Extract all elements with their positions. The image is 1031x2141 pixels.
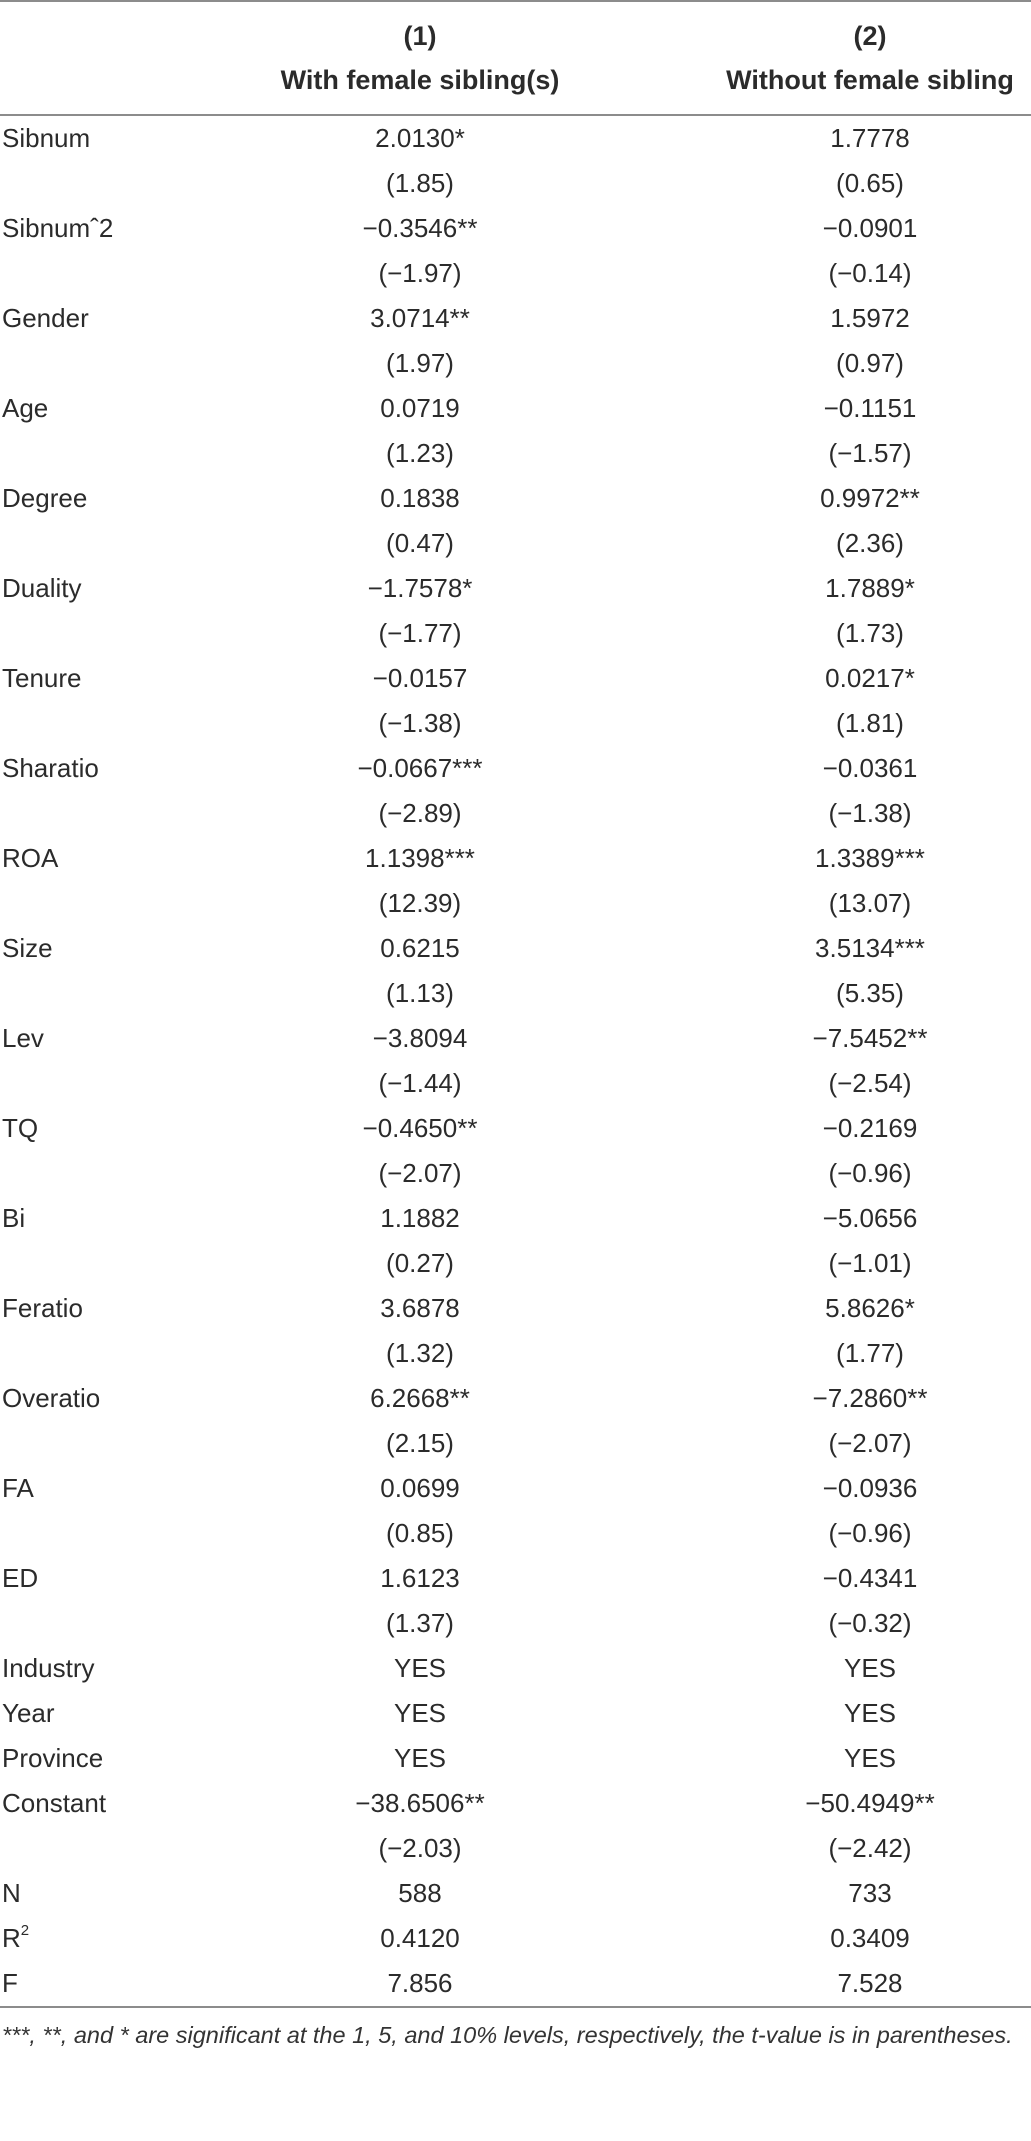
cell-col-1: (0.27) — [386, 1248, 454, 1278]
table-row — [0, 1961, 1031, 2006]
table-row — [0, 161, 1031, 206]
row-label-text: Bi — [2, 1203, 26, 1233]
table-row — [0, 386, 1031, 431]
cell-col-2: YES — [843, 1698, 897, 1728]
row-label-text: FA — [2, 1473, 34, 1503]
cell-col-1: −0.3546** — [362, 213, 478, 243]
cell-col-2: −0.2169 — [822, 1113, 918, 1143]
cell-col-1: 2.0130* — [375, 123, 465, 153]
cell-col-1: −38.6506** — [355, 1788, 485, 1818]
table-row — [0, 1151, 1031, 1196]
cell-col-2: (−1.01) — [828, 1248, 912, 1278]
row-label-text: Industry — [2, 1653, 95, 1683]
cell-col-1: (−2.07) — [378, 1158, 462, 1188]
table-row — [0, 926, 1031, 971]
cell-col-2: 0.3409 — [830, 1923, 910, 1953]
cell-col-1: (−1.77) — [378, 618, 462, 648]
row-label — [2, 1556, 38, 1601]
row-label-text: ROA — [2, 843, 59, 873]
table-row — [0, 1781, 1031, 1826]
cell-col-2: YES — [843, 1743, 897, 1773]
cell-col-2: (2.36) — [836, 528, 904, 558]
row-label-text: Province — [2, 1743, 104, 1773]
cell-col-2: (−0.14) — [828, 258, 912, 288]
table-header — [0, 2, 1031, 114]
cell-col-2: (1.77) — [836, 1338, 904, 1368]
table-row — [0, 251, 1031, 296]
table-row — [0, 701, 1031, 746]
table-row — [0, 1826, 1031, 1871]
table-row — [0, 1916, 1031, 1961]
cell-col-2: (1.81) — [836, 708, 904, 738]
cell-col-1: −3.8094 — [372, 1023, 468, 1053]
row-label — [2, 1871, 21, 1916]
cell-col-1: 0.0699 — [380, 1473, 460, 1503]
cell-col-2: 1.7778 — [830, 123, 910, 153]
cell-col-1: (1.85) — [386, 168, 454, 198]
row-label-text: Constant — [2, 1788, 107, 1818]
row-label — [2, 1736, 103, 1781]
cell-col-2: (13.07) — [828, 888, 912, 918]
cell-col-1: (−1.44) — [378, 1068, 462, 1098]
table-row — [0, 1646, 1031, 1691]
cell-col-1: (2.15) — [386, 1428, 454, 1458]
cell-col-2: (5.35) — [836, 978, 904, 1008]
cell-col-2: 1.7889* — [825, 573, 915, 603]
table-row — [0, 1511, 1031, 1556]
row-label — [2, 746, 99, 791]
cell-col-2: (−0.32) — [828, 1608, 912, 1638]
cell-col-2: 5.8626* — [825, 1293, 915, 1323]
row-label-text: Gender — [2, 303, 89, 333]
row-label — [2, 386, 48, 431]
table-row — [0, 431, 1031, 476]
cell-col-1: 6.2668** — [370, 1383, 470, 1413]
cell-col-2: −0.0901 — [822, 213, 918, 243]
table-row — [0, 1241, 1031, 1286]
row-label — [2, 116, 90, 161]
cell-col-1: 1.6123 — [380, 1563, 460, 1593]
row-label-text: Degree — [2, 483, 88, 513]
table-row — [0, 116, 1031, 161]
cell-col-2: (−2.42) — [828, 1833, 912, 1863]
cell-col-2: −7.5452** — [812, 1023, 928, 1053]
table-row — [0, 476, 1031, 521]
cell-col-2: YES — [843, 1653, 897, 1683]
row-label — [2, 1286, 83, 1331]
row-label-text: N — [2, 1878, 21, 1908]
cell-col-2: 1.5972 — [830, 303, 910, 333]
column-2-title: Without female sibling — [726, 65, 1014, 95]
row-label-text: Sharatio — [2, 753, 99, 783]
table-row — [0, 1106, 1031, 1151]
cell-col-1: (0.47) — [386, 528, 454, 558]
cell-col-1: 588 — [398, 1878, 442, 1908]
column-2-number: (2) — [853, 21, 887, 51]
table-footnote: ***, **, and * are significant at the 1, 5, and 10% levels, respectively, the t-value is in parentheses. — [2, 2022, 1013, 2048]
cell-col-1: (0.85) — [386, 1518, 454, 1548]
table-row — [0, 1466, 1031, 1511]
table-row — [0, 1691, 1031, 1736]
cell-col-2: (−0.96) — [828, 1518, 912, 1548]
row-label-text: Overatio — [2, 1383, 101, 1413]
cell-col-1: 3.6878 — [380, 1293, 460, 1323]
table-row — [0, 521, 1031, 566]
cell-col-2: −50.4949** — [805, 1788, 935, 1818]
row-label — [2, 1691, 55, 1736]
cell-col-2: 1.3389*** — [815, 843, 925, 873]
table-row — [0, 1376, 1031, 1421]
row-label-text: Age — [2, 393, 49, 423]
table-row — [0, 611, 1031, 656]
table-row — [0, 836, 1031, 881]
table-row — [0, 791, 1031, 836]
cell-col-2: −5.0656 — [822, 1203, 918, 1233]
cell-col-2: (0.65) — [836, 168, 904, 198]
table-row — [0, 206, 1031, 251]
row-label-text: Duality — [2, 573, 82, 603]
cell-col-1: 7.856 — [387, 1968, 453, 1998]
table-row — [0, 881, 1031, 926]
cell-col-1: YES — [393, 1743, 447, 1773]
cell-col-1: 1.1398*** — [365, 843, 475, 873]
row-label — [2, 656, 82, 701]
row-label — [2, 296, 89, 341]
row-label-text: ED — [2, 1563, 39, 1593]
table-row — [0, 1556, 1031, 1601]
cell-col-1: 0.4120 — [380, 1923, 460, 1953]
cell-col-1: (−1.97) — [378, 258, 462, 288]
row-label — [2, 1196, 25, 1241]
table-row — [0, 1421, 1031, 1466]
cell-col-1: (1.13) — [386, 978, 454, 1008]
row-label-text: Sibnumˆ2 — [2, 213, 114, 243]
cell-col-2: (1.73) — [836, 618, 904, 648]
cell-col-1: −0.0157 — [372, 663, 468, 693]
cell-col-1: (12.39) — [378, 888, 462, 918]
cell-col-2: 0.0217* — [825, 663, 915, 693]
table-row — [0, 566, 1031, 611]
cell-col-2: −0.1151 — [823, 393, 917, 423]
row-label — [2, 1916, 29, 1961]
cell-col-2: (−2.07) — [828, 1428, 912, 1458]
column-1-number: (1) — [403, 21, 437, 51]
table-row — [0, 1016, 1031, 1061]
cell-col-2: 0.9972** — [820, 483, 920, 513]
row-label-text: Sibnum — [2, 123, 91, 153]
cell-col-2: (−1.57) — [828, 438, 912, 468]
table-row — [0, 1331, 1031, 1376]
cell-col-2: −0.4341 — [822, 1563, 918, 1593]
table-row — [0, 656, 1031, 701]
column-2-header — [690, 14, 1031, 102]
cell-col-1: (−2.03) — [378, 1833, 462, 1863]
table-row — [0, 1601, 1031, 1646]
cell-col-1: YES — [393, 1653, 447, 1683]
row-label — [2, 1646, 95, 1691]
row-label-text: Tenure — [2, 663, 82, 693]
row-label — [2, 1106, 38, 1151]
cell-col-2: −0.0936 — [822, 1473, 918, 1503]
cell-col-1: (1.37) — [386, 1608, 454, 1638]
row-label — [2, 566, 81, 611]
cell-col-2: (0.97) — [836, 348, 904, 378]
row-label-text: F — [2, 1968, 18, 1998]
row-label — [2, 926, 53, 971]
column-1-header — [250, 14, 590, 102]
cell-col-2: 7.528 — [837, 1968, 903, 1998]
cell-col-1: −1.7578* — [367, 573, 473, 603]
cell-col-2: 3.5134*** — [815, 933, 925, 963]
table-row — [0, 1736, 1031, 1781]
row-label — [2, 1466, 34, 1511]
cell-col-1: (1.97) — [386, 348, 454, 378]
row-label — [2, 476, 87, 521]
cell-col-1: YES — [393, 1698, 447, 1728]
cell-col-1: 1.1882 — [380, 1203, 460, 1233]
cell-col-2: −0.0361 — [822, 753, 918, 783]
cell-col-1: 3.0714** — [370, 303, 470, 333]
column-1-title: With female sibling(s) — [280, 65, 560, 95]
row-label — [2, 1781, 106, 1826]
row-label — [2, 1961, 18, 2006]
cell-col-1: (1.23) — [386, 438, 454, 468]
cell-col-1: (−1.38) — [378, 708, 462, 738]
cell-col-1: 0.1838 — [380, 483, 460, 513]
cell-col-2: (−1.38) — [828, 798, 912, 828]
row-label-superscript: 2 — [20, 1922, 30, 1940]
table-row — [0, 971, 1031, 1016]
row-label-text: R — [2, 1923, 21, 1953]
row-label — [2, 1376, 100, 1421]
cell-col-1: (−2.89) — [378, 798, 462, 828]
row-label — [2, 1016, 44, 1061]
cell-col-2: (−0.96) — [828, 1158, 912, 1188]
table-row — [0, 746, 1031, 791]
table-row — [0, 296, 1031, 341]
cell-col-1: 0.6215 — [380, 933, 460, 963]
row-label-text: TQ — [2, 1113, 39, 1143]
row-label-text: Lev — [2, 1023, 44, 1053]
row-label-text: Size — [2, 933, 53, 963]
table-row — [0, 341, 1031, 386]
table-row — [0, 1196, 1031, 1241]
table-body — [0, 116, 1031, 2006]
row-label-text: Year — [2, 1698, 55, 1728]
table-row — [0, 1286, 1031, 1331]
cell-col-2: (−2.54) — [828, 1068, 912, 1098]
cell-col-1: (1.32) — [386, 1338, 454, 1368]
row-label — [2, 206, 113, 251]
cell-col-1: −0.4650** — [362, 1113, 478, 1143]
table-row — [0, 1061, 1031, 1106]
cell-col-1: −0.0667*** — [357, 753, 483, 783]
cell-col-2: 733 — [848, 1878, 892, 1908]
row-label-text: Feratio — [2, 1293, 83, 1323]
cell-col-1: 0.0719 — [380, 393, 460, 423]
row-label — [2, 836, 58, 881]
table-row — [0, 1871, 1031, 1916]
cell-col-2: −7.2860** — [812, 1383, 928, 1413]
